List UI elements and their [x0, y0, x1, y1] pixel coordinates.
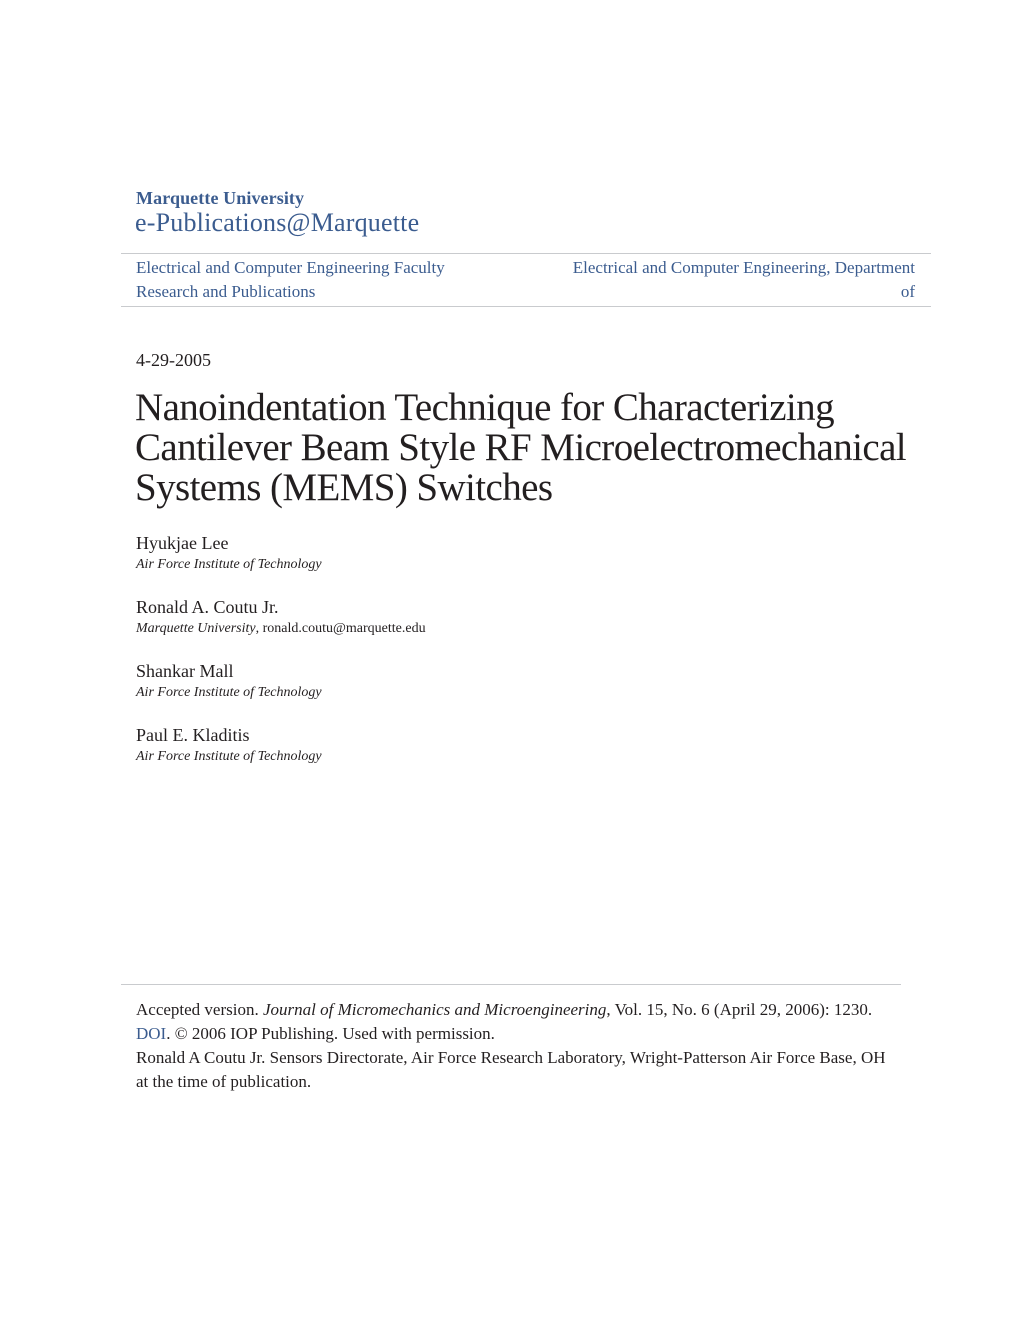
- author-name: Ronald A. Coutu Jr.: [136, 597, 279, 617]
- author-list: [136, 531, 426, 787]
- header-rule-top: [121, 253, 931, 254]
- journal-name: Journal of Micromechanics and Microengineering: [262, 1000, 607, 1019]
- header-rule-bottom: [121, 306, 931, 307]
- repository-link[interactable]: e-Publications@Marquette: [135, 208, 420, 237]
- series-left-line2: Research and Publications: [136, 282, 316, 301]
- author-entry: [136, 531, 426, 595]
- author-entry: [136, 595, 426, 659]
- author-entry: [136, 723, 426, 787]
- author-affiliation: Air Force Institute of Technology: [136, 749, 322, 764]
- version-label: Accepted version.: [136, 1000, 259, 1019]
- author-email[interactable]: ronald.coutu@marquette.edu: [262, 621, 426, 636]
- series-link-right[interactable]: [525, 256, 915, 304]
- title-line-1: Nanoindentation Technique for Characterizing: [135, 386, 834, 429]
- author-entry: [136, 659, 426, 723]
- author-note: Ronald A Coutu Jr. Sensors Directorate, Air Force Research Laboratory, Wright-Patterson Air Force Base, OH at the time of publication.: [136, 1048, 886, 1091]
- citation-details: , Vol. 15, No. 6 (April 29, 2006): 1230.: [606, 1000, 873, 1019]
- author-name: Hyukjae Lee: [136, 533, 229, 553]
- institution-name: Marquette University: [136, 188, 305, 208]
- citation-text: [136, 998, 886, 1046]
- author-name: Shankar Mall: [136, 661, 234, 681]
- series-left-line1: Electrical and Computer Engineering Faculty: [136, 258, 445, 277]
- series-right-line2: of: [900, 282, 915, 301]
- title-line-2: Cantilever Beam Style RF Microelectromechanical: [135, 426, 907, 469]
- copyright-text: . © 2006 IOP Publishing. Used with permission.: [166, 1024, 495, 1043]
- author-affiliation: Air Force Institute of Technology: [136, 557, 322, 572]
- affiliation-text: Marquette University: [136, 621, 256, 636]
- doi-link[interactable]: DOI: [136, 1024, 167, 1043]
- series-right-line1: Electrical and Computer Engineering, Department: [572, 258, 915, 277]
- author-affiliation: Air Force Institute of Technology: [136, 685, 322, 700]
- author-name: Paul E. Kladitis: [136, 725, 250, 745]
- author-affiliation: Marquette University, ronald.coutu@marquette.edu: [136, 621, 426, 636]
- footer-rule: [121, 984, 901, 985]
- title-line-3: Systems (MEMS) Switches: [135, 466, 553, 509]
- article-title: [135, 388, 935, 508]
- series-link-left[interactable]: [136, 256, 496, 304]
- citation-footer: [136, 998, 886, 1094]
- publication-date: 4-29-2005: [136, 350, 211, 370]
